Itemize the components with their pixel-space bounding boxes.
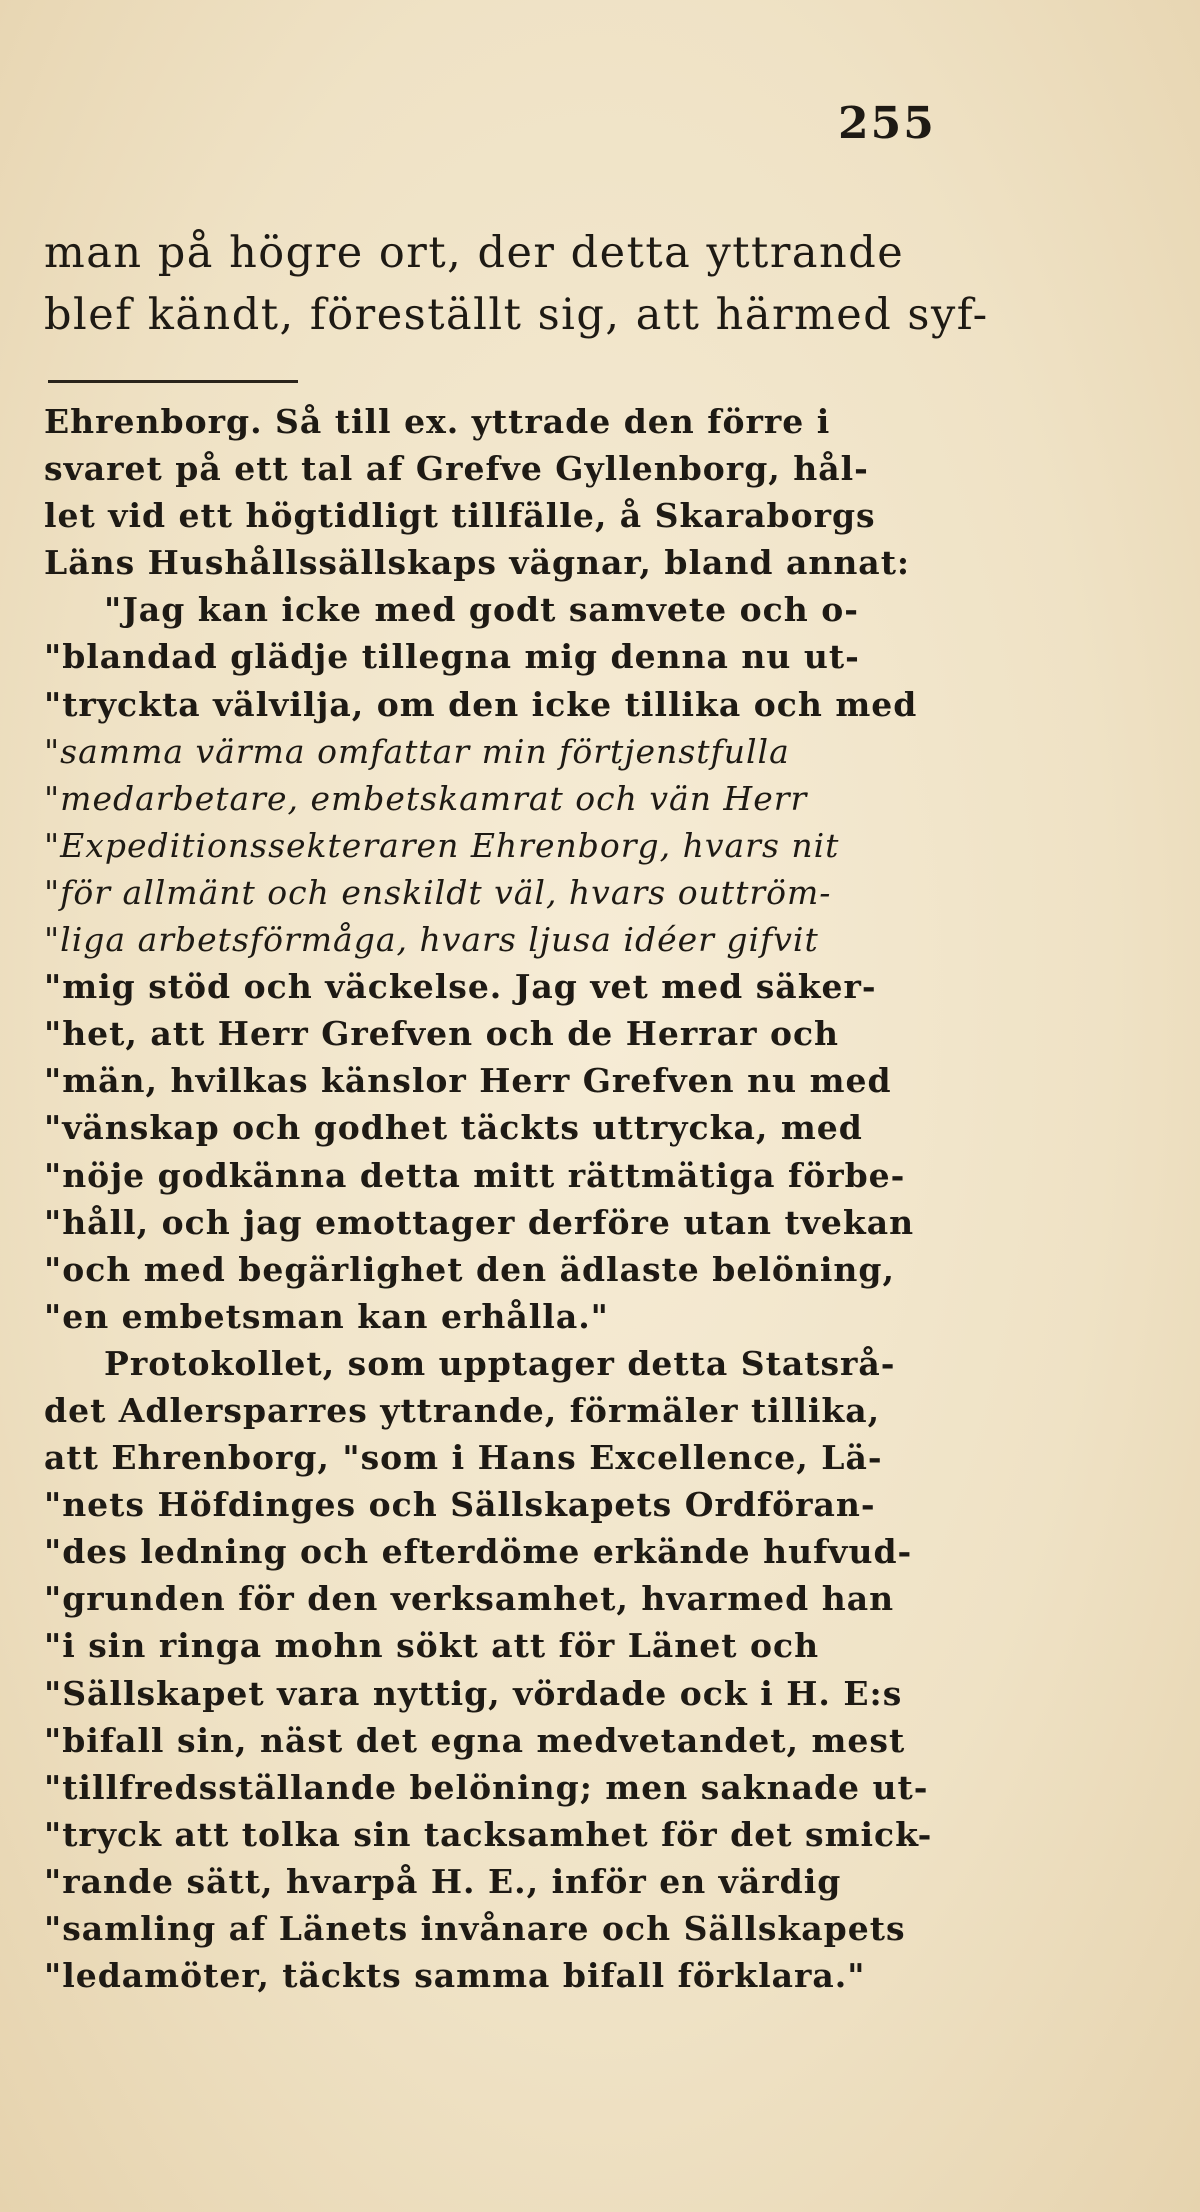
footnote-line: "Sällskapet vara nyttig, vördade ock i H. E:s	[44, 1673, 903, 1713]
footnote-line: "samma värma omfattar min förtjenstfulla	[44, 731, 790, 771]
footnote-line: "medarbetare, embetskamrat och vän Herr	[44, 778, 808, 818]
footnote-divider	[48, 380, 298, 383]
footnote-line: "håll, och jag emottager derföre utan tvekan	[44, 1202, 915, 1242]
footnote-line: "nöje godkänna detta mitt rättmätiga förbe-	[44, 1155, 906, 1195]
main-text-line: man på högre ort, der detta yttrande	[44, 228, 905, 278]
footnote-line: "tryckta välvilja, om den icke tillika och med	[44, 684, 918, 724]
footnote-line: "och med begärlighet den ädlaste belöning,	[44, 1249, 895, 1289]
footnote-line: "en embetsman kan erhålla."	[44, 1296, 609, 1336]
footnote-line: "män, hvilkas känslor Herr Grefven nu med	[44, 1061, 892, 1101]
footnote-line: det Adlersparres yttrande, förmäler tillika,	[44, 1390, 881, 1430]
footnote-line: "Jag kan icke med godt samvete och o-	[104, 590, 859, 630]
footnote-line: "i sin ringa mohn sökt att för Länet och	[44, 1626, 820, 1666]
footnote-line: "för allmänt och enskildt väl, hvars outtröm-	[44, 872, 832, 912]
footnote-line: "bifall sin, näst det egna medvetandet, mest	[44, 1720, 906, 1760]
footnote-line: let vid ett högtidligt tillfälle, å Skaraborgs	[44, 496, 876, 536]
footnote-line: Protokollet, som upptager detta Statsrå-	[104, 1343, 896, 1383]
main-text	[44, 222, 1064, 346]
page-number: 255	[838, 98, 936, 149]
footnote-line: "vänskap och godhet täckts uttrycka, med	[44, 1108, 863, 1148]
footnote-line: "des ledning och efterdöme erkände hufvud-	[44, 1532, 913, 1572]
footnote-line: "blandad glädje tillegna mig denna nu ut-	[44, 637, 860, 677]
footnote-line: "ledamöter, täckts samma bifall förklara."	[44, 1956, 866, 1996]
footnote-line: "grunden för den verksamhet, hvarmed han	[44, 1579, 895, 1619]
footnote-line: "samling af Länets invånare och Sällskapets	[44, 1909, 906, 1948]
footnote-line: Ehrenborg. Så till ex. yttrade den förre i	[44, 402, 831, 441]
footnote-line: att Ehrenborg, "som i Hans Excellence, Lä-	[44, 1438, 883, 1478]
main-text-line: blef kändt, föreställt sig, att härmed syf-	[44, 290, 989, 340]
footnote-line: "mig stöd och väckelse. Jag vet med säker-	[44, 967, 877, 1007]
footnote-line: "Expeditionssekteraren Ehrenborg, hvars nit	[44, 825, 840, 865]
footnote-line: "tryck att tolka sin tacksamhet för det smick-	[44, 1814, 933, 1854]
footnote-line: "liga arbetsförmåga, hvars ljusa idéer gifvit	[44, 920, 819, 960]
footnote	[44, 398, 1074, 1999]
footnote-line: "nets Höfdinges och Sällskapets Ordföran-	[44, 1485, 876, 1525]
footnote-line: Läns Hushållssällskaps vägnar, bland annat:	[44, 543, 911, 583]
footnote-line: "het, att Herr Grefven och de Herrar och	[44, 1014, 840, 1054]
footnote-line: "tillfredsställande belöning; men saknade ut-	[44, 1767, 929, 1807]
footnote-line: svaret på ett tal af Grefve Gyllenborg, hål-	[44, 449, 869, 489]
footnote-line: "rande sätt, hvarpå H. E., inför en värdig	[44, 1861, 842, 1901]
